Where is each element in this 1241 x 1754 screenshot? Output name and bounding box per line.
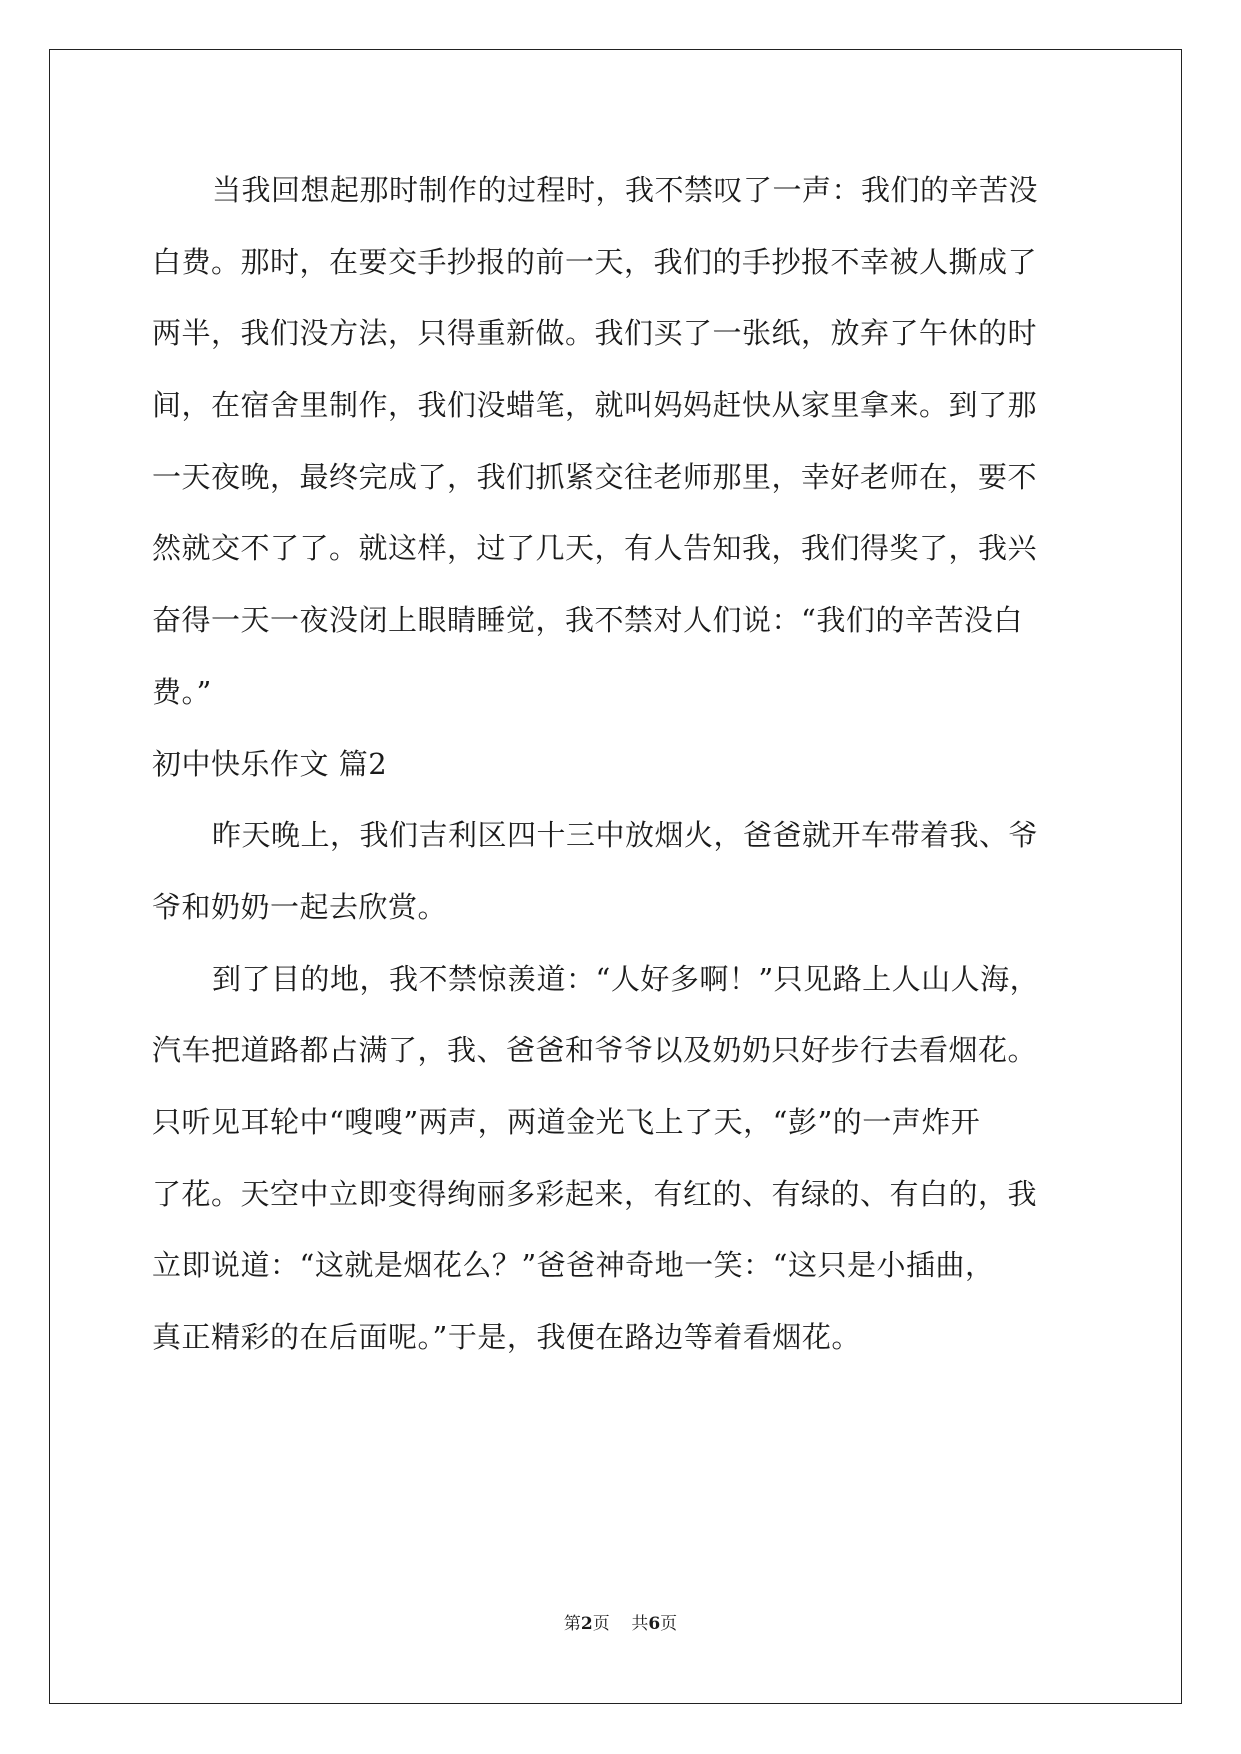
paragraph-3-line-6: 真正精彩的在后面呢。”于是，我便在路边等着看烟花。 <box>152 1320 861 1354</box>
footer-page-number: 2 <box>580 1614 593 1634</box>
paragraph-1-line-4: 间，在宿舍里制作，我们没蜡笔，就叫妈妈赶快从家里拿来。到了那 <box>152 388 1038 422</box>
footer-page-suffix: 页 <box>592 1614 610 1634</box>
paragraph-1-line-5: 一天夜晚，最终完成了，我们抓紧交往老师那里，幸好老师在，要不 <box>152 460 1038 494</box>
paragraph-3-line-4: 了花。天空中立即变得绚丽多彩起来，有红的、有绿的、有白的，我 <box>152 1177 1038 1211</box>
paragraph-1-line-2: 白费。那时，在要交手抄报的前一天，我们的手抄报不幸被人撕成了 <box>152 245 1038 279</box>
paragraph-3-line-1: 到了目的地，我不禁惊羡道：“人好多啊！”只见路上人山人海， <box>212 962 1040 996</box>
paragraph-1-line-7: 奋得一天一夜没闭上眼睛睡觉，我不禁对人们说：“我们的辛苦没白 <box>152 603 1023 637</box>
paragraph-3-line-3: 只听见耳轮中“嗖嗖”两声，两道金光飞上了天，“彭”的一声炸开 <box>152 1105 981 1139</box>
footer-total-pages: 6 <box>648 1614 661 1634</box>
paragraph-1-line-3: 两半，我们没方法，只得重新做。我们买了一张纸，放弃了午休的时 <box>152 316 1038 350</box>
paragraph-2-line-2: 爷和奶奶一起去欣赏。 <box>152 890 448 924</box>
footer-page-prefix: 第 <box>563 1614 581 1634</box>
paragraph-3-line-5: 立即说道：“这就是烟花么？”爸爸神奇地一笑：“这只是小插曲， <box>152 1248 995 1282</box>
paragraph-1-line-8: 费。” <box>152 675 212 709</box>
paragraph-1-line-1: 当我回想起那时制作的过程时，我不禁叹了一声：我们的辛苦没 <box>212 173 1039 207</box>
page-border <box>49 49 1182 1704</box>
footer-total-prefix: 共 <box>631 1614 649 1634</box>
section-heading: 初中快乐作文 篇2 <box>152 747 388 781</box>
footer-total-suffix: 页 <box>660 1614 678 1634</box>
paragraph-1-line-6: 然就交不了了。就这样，过了几天，有人告知我，我们得奖了，我兴 <box>152 531 1038 565</box>
paragraph-2-line-1: 昨天晚上，我们吉利区四十三中放烟火，爸爸就开车带着我、爷 <box>212 818 1039 852</box>
page-footer <box>0 1613 1241 1635</box>
paragraph-3-line-2: 汽车把道路都占满了，我、爸爸和爷爷以及奶奶只好步行去看烟花。 <box>152 1033 1038 1067</box>
